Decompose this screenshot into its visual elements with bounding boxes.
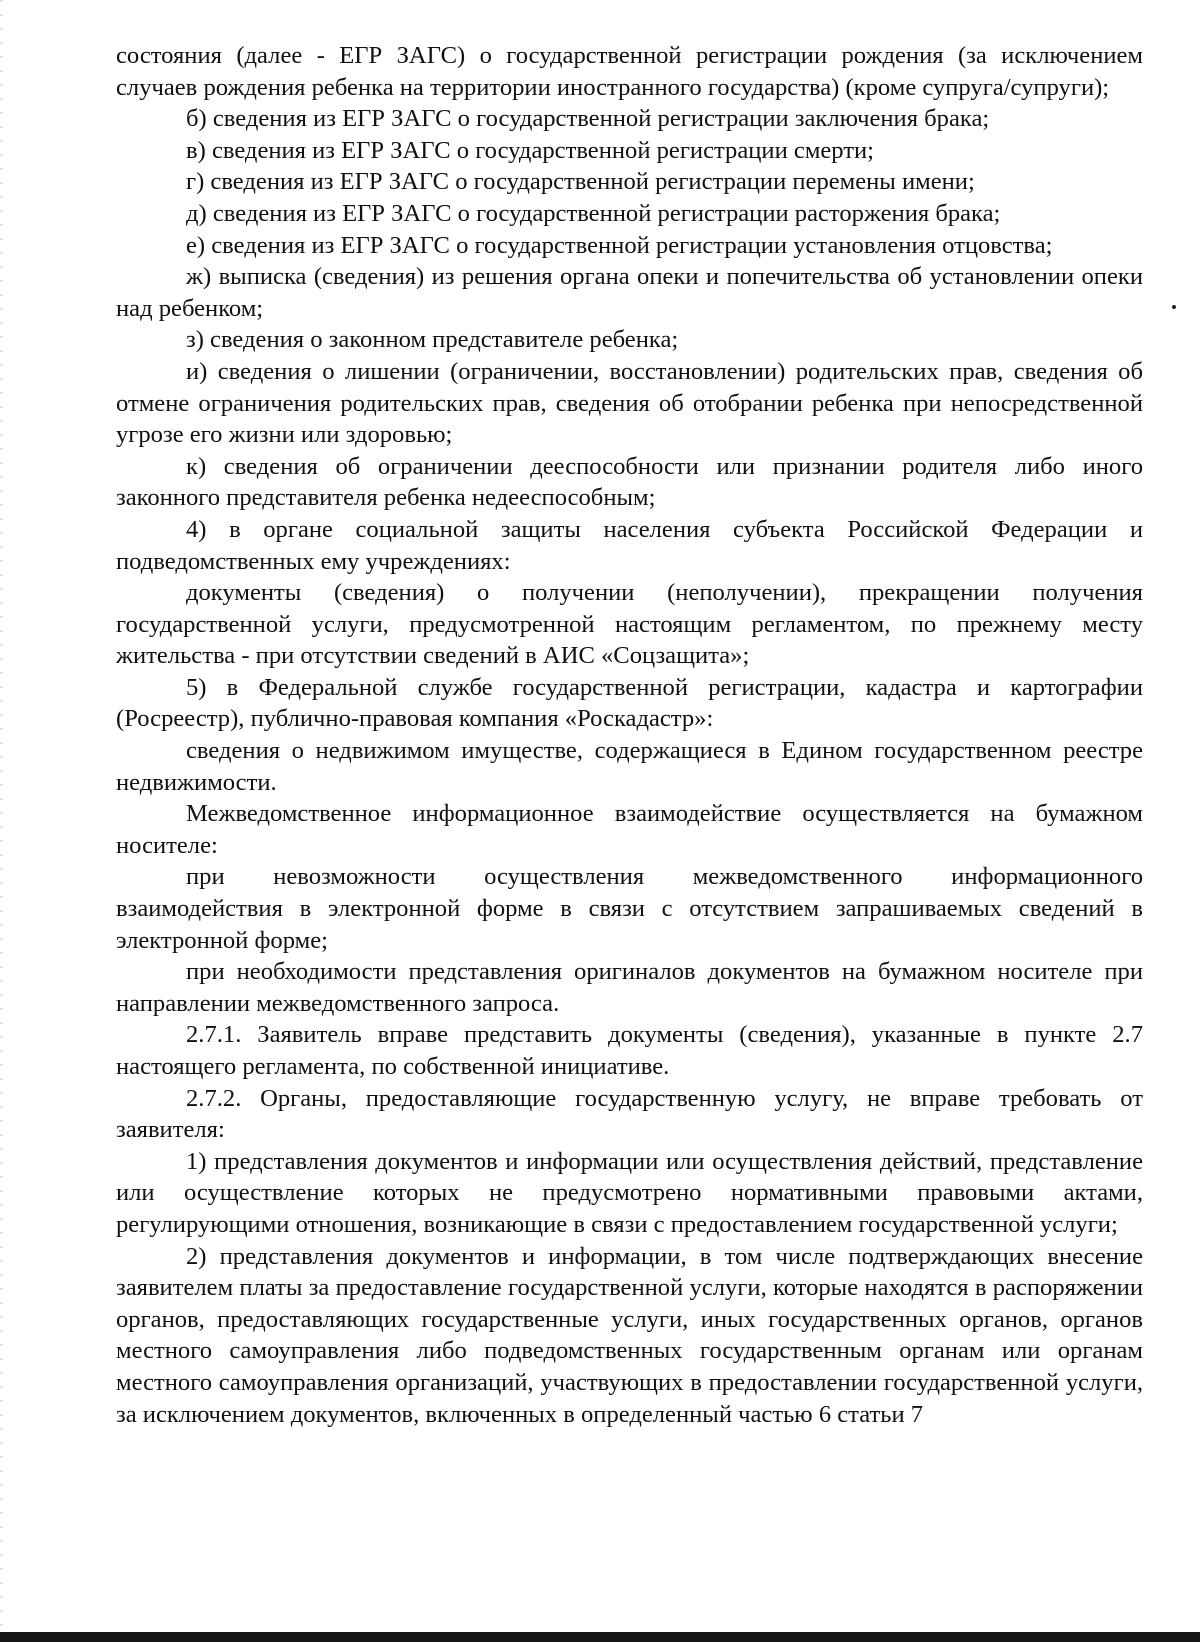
paragraph: 2.7.1. Заявитель вправе представить документы (сведения), указанные в пункте 2.7 настоящего регламента, по собственной инициативе.	[116, 1021, 1143, 1080]
paragraph: б) сведения из ЕГР ЗАГС о государственной регистрации заключения брака;	[186, 105, 990, 133]
paragraph: 2) представления документов и информации, в том числе подтверждающих внесение заявителем платы за предоставление государственной услуги, которые находятся в распоряжении органов, предоставляющих государственные услуги, иных государственных органов, органов местного самоуправления либо подведомственных государственным органам или органам местного самоуправления организаций, участвующих в предоставлении государственной услуги, за исключением документов, включенных в определенный частью 6 статьи 7	[116, 1242, 1143, 1428]
paragraph: при невозможности осуществления межведомственного информационного взаимодействия в электронной форме в связи с отсутствием запрашиваемых сведений в электронной форме;	[116, 863, 1143, 954]
paragraph: з) сведения о законном представителе ребенка;	[186, 326, 679, 354]
paragraph: при необходимости представления оригиналов документов на бумажном носителе при направлении межведомственного запроса.	[116, 958, 1143, 1017]
paragraph: 2.7.2. Органы, предоставляющие государственную услугу, не вправе требовать от заявителя:	[116, 1084, 1143, 1144]
paragraph: Межведомственное информационное взаимодействие осуществляется на бумажном носителе:	[116, 800, 1143, 859]
paragraph: в) сведения из ЕГР ЗАГС о государственной регистрации смерти;	[186, 136, 875, 164]
paragraph: 4) в органе социальной защиты населения субъекта Российской Федерации и подведомственных ему учреждениях:	[116, 515, 1143, 575]
document-page	[116, 40, 1143, 1430]
paragraph: д) сведения из ЕГР ЗАГС о государственной регистрации расторжения брака;	[186, 199, 1001, 227]
paragraph: состояния (далее - ЕГР ЗАГС) о государственной регистрации рождения (за исключением случаев рождения ребенка на территории иностранного государства) (кроме супруга/супруги);	[116, 42, 1143, 101]
paragraph: е) сведения из ЕГР ЗАГС о государственной регистрации установления отцовства;	[186, 231, 1053, 259]
paragraph: ж) выписка (сведения) из решения органа опеки и попечительства об установлении опеки над ребенком;	[116, 263, 1143, 322]
scan-left-edge	[0, 0, 3, 1632]
paragraph: г) сведения из ЕГР ЗАГС о государственной регистрации перемены имени;	[186, 168, 975, 196]
paragraph: и) сведения о лишении (ограничении, восстановлении) родительских прав, сведения об отмене ограничения родительских прав, сведения об отобрании ребенка при непосредственной угрозе его жизни или здоровью;	[116, 357, 1143, 449]
scan-bottom-edge	[0, 1632, 1200, 1642]
scan-speck	[1172, 305, 1176, 309]
paragraph: 1) представления документов и информации или осуществления действий, представление или осуществление которых не предусмотрено нормативными правовыми актами, регулирующими отношения, возникающие в связи с предоставлением государственной услуги;	[116, 1147, 1143, 1238]
paragraph: 5) в Федеральной службе государственной регистрации, кадастра и картографии (Росреестр), публично-правовая компания «Роскадастр»:	[116, 673, 1143, 733]
paragraph: к) сведения об ограничении дееспособности или признании родителя либо иного законного представителя ребенка недееспособным;	[116, 452, 1143, 512]
paragraph: сведения о недвижимом имуществе, содержащиеся в Едином государственном реестре недвижимости.	[116, 737, 1143, 796]
paragraph: документы (сведения) о получении (неполучении), прекращении получения государственной услуги, предусмотренной настоящим регламентом, по прежнему месту жительства - при отсутствии сведений в АИС «Соцзащита»;	[116, 579, 1143, 670]
